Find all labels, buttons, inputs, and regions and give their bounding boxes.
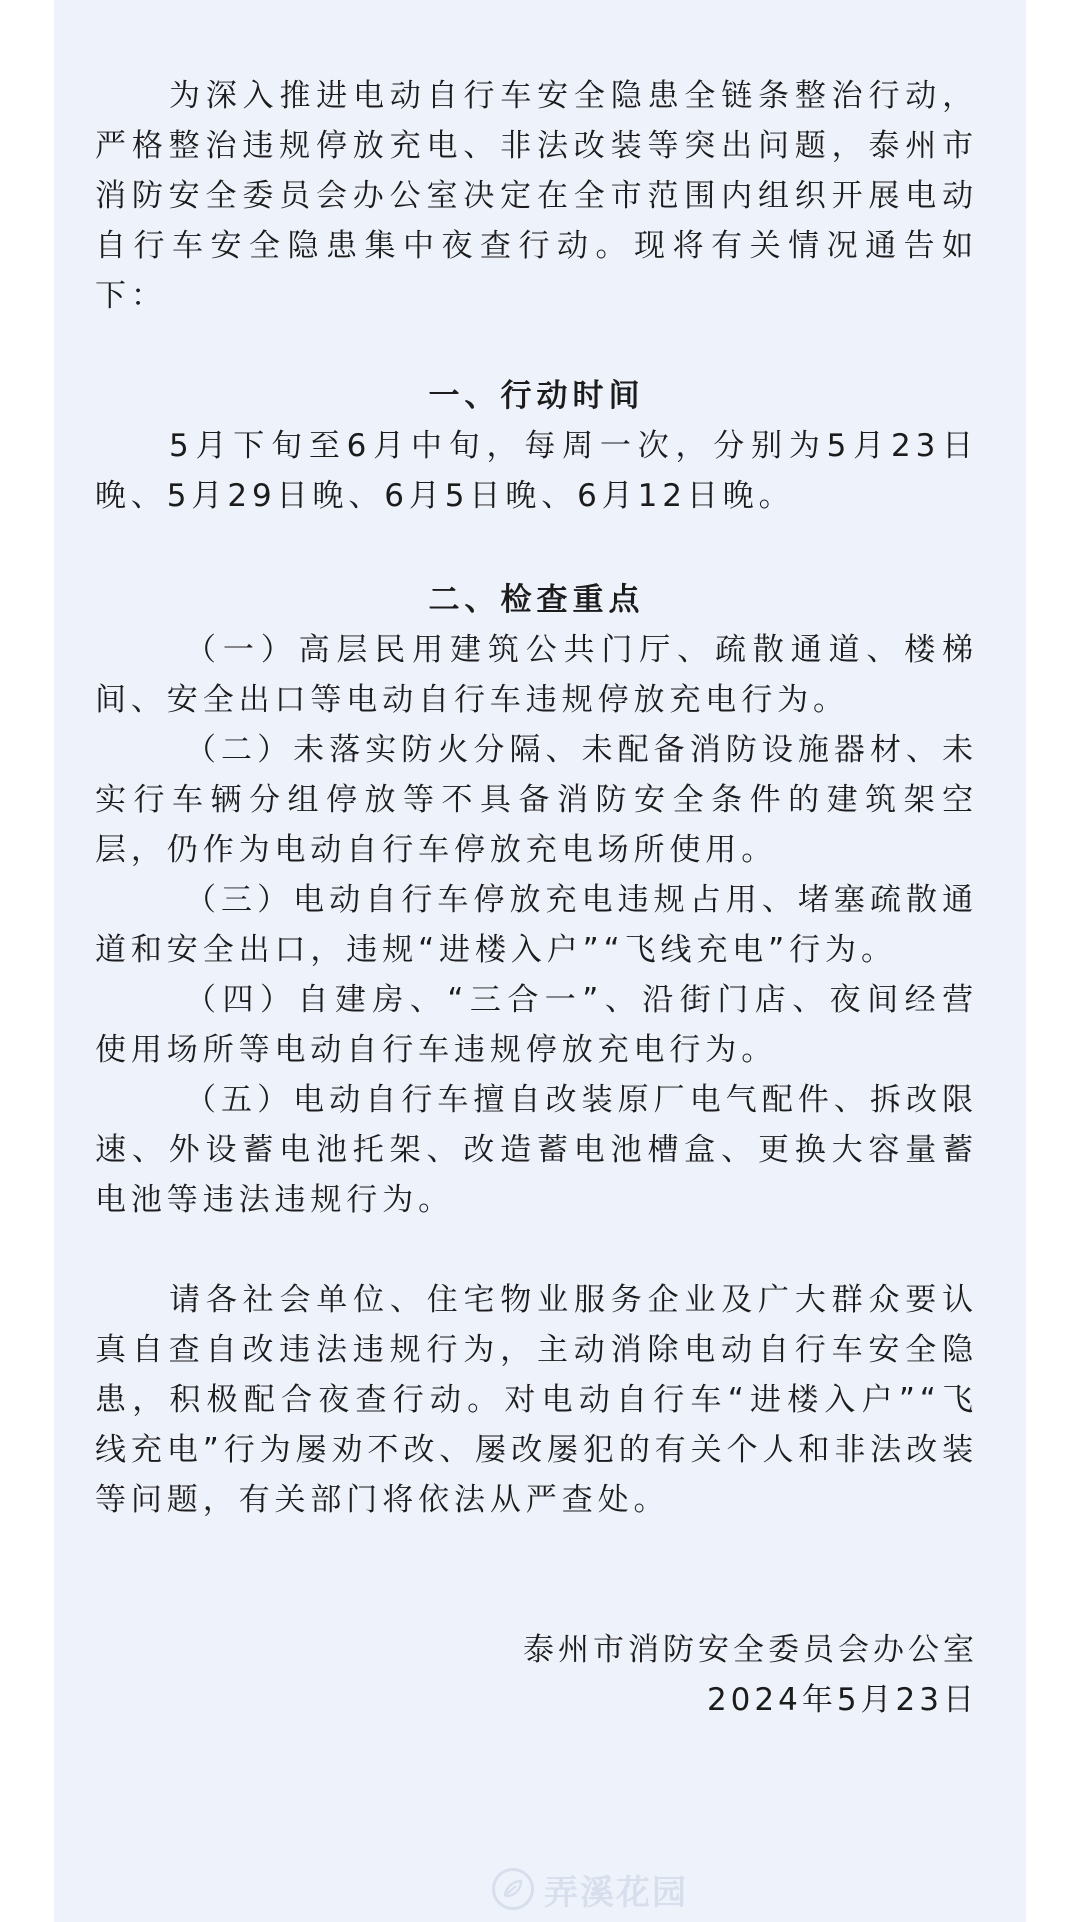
inspection-item-3: （三）电动自行车停放充电违规占用、堵塞疏散通道和安全出口，违规“进楼入户”“飞线充电”行为。 xyxy=(95,882,978,968)
issue-date: 2024年5月23日 xyxy=(706,1682,978,1718)
inspection-item-4: （四）自建房、“三合一”、沿街门店、夜间经营使用场所等电动自行车违规停放充电行为。 xyxy=(95,982,978,1068)
inspection-item-1: （一）高层民用建筑公共门厅、疏散通道、楼梯间、安全出口等电动自行车违规停放充电行为。 xyxy=(95,632,978,718)
watermark xyxy=(492,1862,688,1916)
section-body-time: 5月下旬至6月中旬，每周一次，分别为5月23日晚、5月29日晚、6月5日晚、6月12日晚。 xyxy=(95,428,978,514)
leaf-logo-icon xyxy=(492,1868,534,1910)
notice-page xyxy=(54,0,1026,1922)
inspection-item-5: （五）电动自行车擅自改装原厂电气配件、拆改限速、外设蓄电池托架、改造蓄电池槽盒、更换大容量蓄电池等违法违规行为。 xyxy=(95,1082,978,1218)
signature: 泰州市消防安全委员会办公室 xyxy=(523,1632,978,1668)
notice-document xyxy=(95,71,978,1725)
section-heading-time: 一、行动时间 xyxy=(428,378,645,414)
closing-paragraph: 请各社会单位、住宅物业服务企业及广大群众要认真自查自改违法违规行为，主动消除电动自行车安全隐患，积极配合夜查行动。对电动自行车“进楼入户”“飞线充电”行为屡劝不改、屡改屡犯的有关个人和非法改装等问题，有关部门将依法从严查处。 xyxy=(95,1282,978,1518)
section-heading-inspection: 二、检查重点 xyxy=(428,582,645,618)
inspection-item-2: （二）未落实防火分隔、未配备消防设施器材、未实行车辆分组停放等不具备消防安全条件的建筑架空层，仍作为电动自行车停放充电场所使用。 xyxy=(95,732,978,868)
watermark-text: 弄溪花园 xyxy=(544,1872,688,1913)
intro-paragraph: 为深入推进电动自行车安全隐患全链条整治行动，严格整治违规停放充电、非法改装等突出问题，泰州市消防安全委员会办公室决定在全市范围内组织开展电动自行车安全隐患集中夜查行动。现将有关情况通告如下： xyxy=(95,78,978,314)
